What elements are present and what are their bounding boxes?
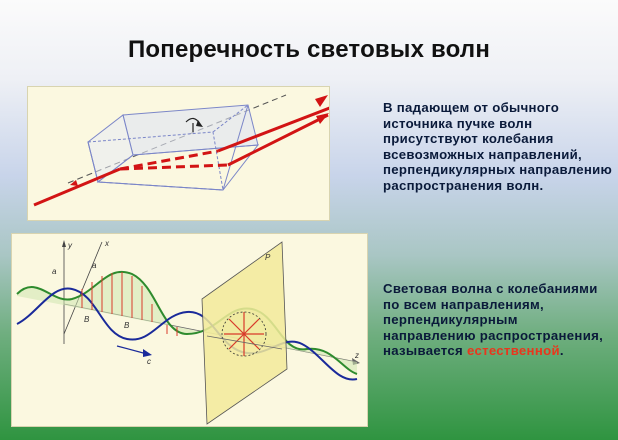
label-ax: a	[92, 261, 97, 270]
label-ay: a	[52, 267, 57, 276]
crystal-figure	[28, 87, 329, 220]
ray-arrowhead-icon	[316, 113, 329, 124]
green-wave-fill	[17, 272, 357, 374]
text-block-2-main: Световая волна с колебаниями по всем направлениям, перпендикулярным направлению распространения, называется	[383, 281, 604, 359]
crystal-block	[88, 105, 258, 190]
wave-figure	[12, 234, 367, 426]
label-p: P	[265, 253, 271, 262]
green-wave	[17, 272, 357, 374]
text-block-2-end: .	[559, 343, 564, 359]
text-block-2-accent: естественной	[466, 343, 560, 359]
wave-figure-panel	[11, 233, 368, 427]
crystal-figure-panel	[27, 86, 330, 221]
text-block-2	[383, 281, 613, 359]
propagation-arrow	[117, 346, 147, 354]
incoming-ray	[34, 169, 120, 205]
label-z: z	[355, 351, 359, 360]
text-block-1: В падающем от обычного источника пучке волн присутствуют колебания всевозможных направлений, перпендикулярных направлению распространения волн.	[383, 100, 613, 193]
label-y: y	[68, 241, 72, 250]
label-c: c	[147, 357, 151, 366]
slide-title: Поперечность световых волн	[127, 36, 491, 63]
label-by: B	[124, 321, 130, 330]
ray-arrowhead-icon	[315, 95, 328, 107]
label-bx: B	[84, 315, 90, 324]
propagation-arrow-icon	[143, 349, 152, 357]
label-x: x	[105, 239, 109, 248]
